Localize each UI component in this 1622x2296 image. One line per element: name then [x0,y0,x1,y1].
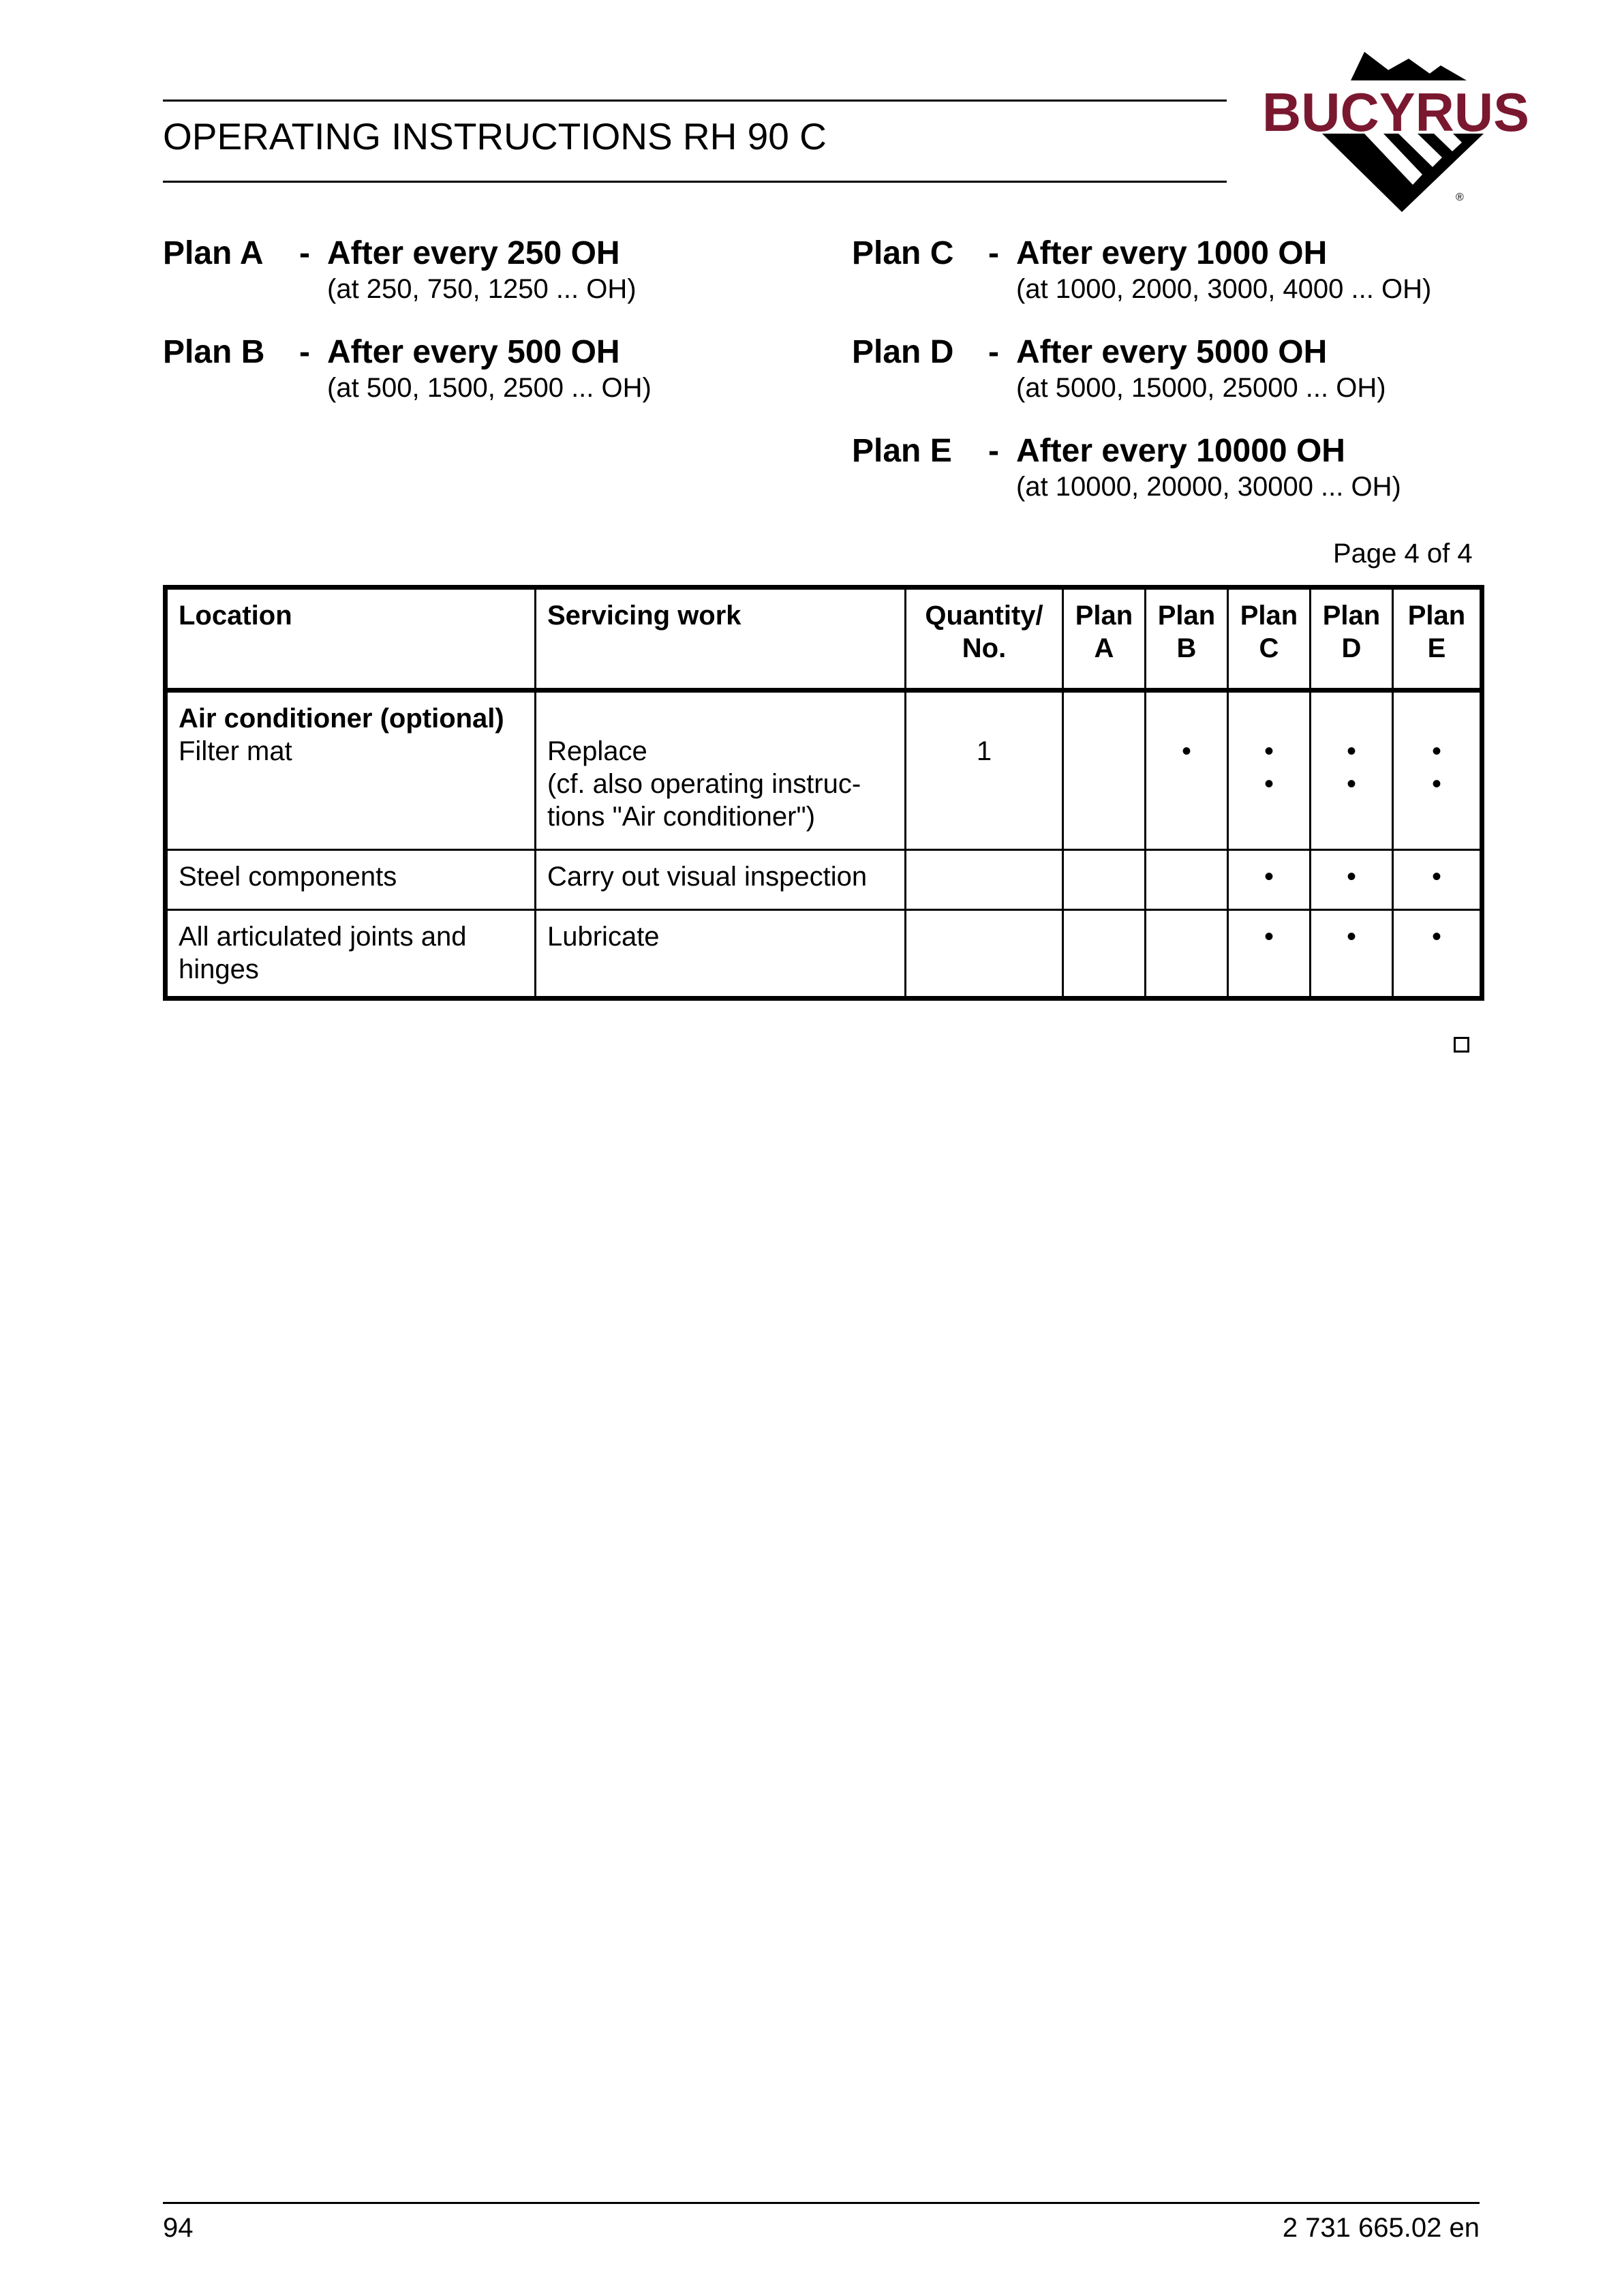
row-plan-a [1063,850,1146,910]
location-line1: All articulated joints and [179,922,467,952]
header-servicing-work: Servicing work [536,588,906,691]
row-plan-e [1393,691,1482,850]
row-servicing [536,691,906,850]
location-line2: hinges [179,954,259,984]
row-plan-a [1063,691,1146,850]
footer-rule [163,2202,1480,2204]
bucyrus-logo-icon [1262,52,1535,215]
maintenance-table [163,585,1484,1001]
row-plan-a [1063,910,1146,999]
row-quantity [906,691,1063,850]
row-plan-e: • [1393,850,1482,910]
plan-c-mark: • [1264,736,1274,766]
header-bottom-rule [163,181,1227,183]
row-plan-d: • [1311,850,1393,910]
row-plan-b [1146,910,1228,999]
header-top-rule [163,100,1227,102]
plan-d-subtitle: (at 5000, 15000, 25000 ... OH) [1016,373,1386,403]
end-of-section-square-icon [1454,1037,1469,1053]
row-location [166,691,536,850]
servicing-line3: tions "Air conditioner") [547,802,816,832]
plan-d-mark: • [1346,769,1356,799]
header-plan-d-word: Plan [1322,601,1381,631]
header-location: Location [166,588,536,691]
plan-b-title: After every 500 OH [327,334,620,370]
plan-e-subtitle: (at 10000, 20000, 30000 ... OH) [1016,472,1401,502]
header-plan-e-letter: E [1427,633,1446,663]
servicing-line1: Replace [547,736,647,766]
row-plan-c [1228,691,1311,850]
row-plan-c: • [1228,850,1311,910]
plan-b-subtitle: (at 500, 1500, 2500 ... OH) [327,373,652,403]
location-item: Filter mat [179,736,292,766]
plan-c-subtitle: (at 1000, 2000, 3000, 4000 ... OH) [1016,274,1432,304]
table-row [166,691,1482,850]
header-plan-a [1063,588,1146,691]
logo-wordmark: BUCYRUS [1262,82,1529,142]
row-servicing: Lubricate [536,910,906,999]
row-plan-c: • [1228,910,1311,999]
plan-c-dash: - [988,235,999,271]
document-title: OPERATING INSTRUCTIONS RH 90 C [163,115,827,157]
table-row [166,850,1482,910]
location-group: Air conditioner (optional) [179,704,504,734]
plan-c-name: Plan C [852,235,954,271]
plan-b-dash: - [299,334,310,370]
header-quantity-line2: No. [962,633,1007,663]
row-location [166,910,536,999]
header-plan-d [1311,588,1393,691]
row-plan-e: • [1393,910,1482,999]
footer-page-number: 94 [163,2213,194,2243]
plan-d-title: After every 5000 OH [1016,334,1328,370]
plan-e-dash: - [988,433,999,469]
plan-c-title: After every 1000 OH [1016,235,1328,271]
plan-e-title: After every 10000 OH [1016,433,1345,469]
table-row [166,910,1482,999]
servicing-line2: (cf. also operating instruc- [547,769,861,799]
header-quantity [906,588,1063,691]
row-servicing: Carry out visual inspection [536,850,906,910]
plan-d-mark: • [1346,736,1356,766]
header-plan-b-word: Plan [1157,601,1216,631]
table-header-row [166,588,1482,691]
plan-c-mark: • [1264,769,1274,799]
plan-a-name: Plan A [163,235,264,271]
plan-a-dash: - [299,235,310,271]
plan-a-subtitle: (at 250, 750, 1250 ... OH) [327,274,637,304]
header-plan-e-word: Plan [1407,601,1466,631]
header-plan-c [1228,588,1311,691]
row-plan-b [1146,691,1228,850]
row-plan-d [1311,691,1393,850]
plan-b-mark: • [1181,736,1191,766]
row-quantity [906,850,1063,910]
plan-e-mark: • [1431,736,1441,766]
quantity-value: 1 [976,736,992,766]
header-plan-c-letter: C [1259,633,1279,663]
header-plan-a-word: Plan [1075,601,1133,631]
header-plan-c-word: Plan [1240,601,1298,631]
header-plan-e [1393,588,1482,691]
page-indicator: Page 4 of 4 [1333,539,1473,569]
header-plan-b-letter: B [1176,633,1197,663]
header-plan-a-letter: A [1094,633,1114,663]
plan-e-name: Plan E [852,433,952,469]
plan-a-title: After every 250 OH [327,235,620,271]
row-quantity [906,910,1063,999]
header-plan-d-letter: D [1341,633,1362,663]
row-plan-b [1146,850,1228,910]
plan-d-dash: - [988,334,999,370]
registered-mark: ® [1456,192,1464,203]
header-quantity-line1: Quantity/ [925,601,1043,631]
plan-d-name: Plan D [852,334,954,370]
plan-b-name: Plan B [163,334,265,370]
row-location: Steel components [166,850,536,910]
row-plan-d: • [1311,910,1393,999]
plan-e-mark: • [1431,769,1441,799]
header-plan-b [1146,588,1228,691]
footer-document-number: 2 731 665.02 en [1282,2213,1480,2243]
